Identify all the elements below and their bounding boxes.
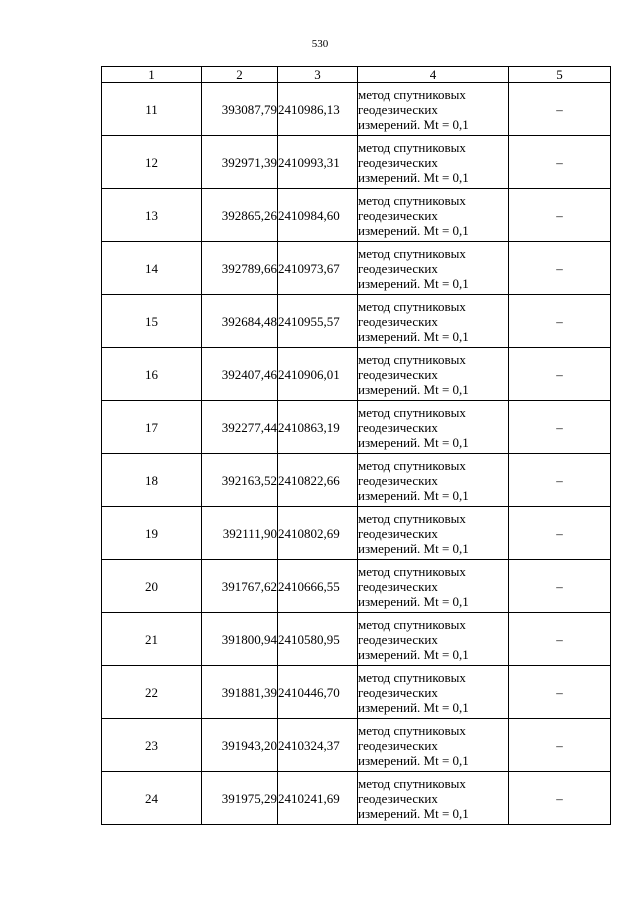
point-number: 23 (102, 719, 202, 772)
y-coordinate: 2410993,31 (278, 136, 358, 189)
method-line-1: метод спутниковых (358, 298, 466, 314)
y-coordinate: 2410984,60 (278, 189, 358, 242)
table-body (102, 83, 611, 825)
point-number: 13 (102, 189, 202, 242)
x-coordinate: 391943,20 (202, 719, 278, 772)
note-dash: – (509, 295, 611, 348)
table-row (102, 719, 611, 772)
note-dash: – (509, 454, 611, 507)
x-coordinate: 392111,90 (202, 507, 278, 560)
method-line-3: измерений. Mt = 0,1 (358, 487, 469, 503)
method-line-2: геодезических (358, 260, 438, 276)
y-coordinate: 2410906,01 (278, 348, 358, 401)
y-coordinate: 2410955,57 (278, 295, 358, 348)
point-number: 24 (102, 772, 202, 825)
x-coordinate: 392163,52 (202, 454, 278, 507)
header-cell-4: 4 (358, 67, 509, 83)
note-dash: – (509, 242, 611, 295)
point-number: 17 (102, 401, 202, 454)
note-dash: – (509, 507, 611, 560)
table-row (102, 401, 611, 454)
y-coordinate: 2410241,69 (278, 772, 358, 825)
y-coordinate: 2410986,13 (278, 83, 358, 136)
point-number: 21 (102, 613, 202, 666)
method-line-2: геодезических (358, 684, 438, 700)
method-line-3: измерений. Mt = 0,1 (358, 169, 469, 185)
method-line-3: измерений. Mt = 0,1 (358, 381, 469, 397)
method-line-3: измерений. Mt = 0,1 (358, 275, 469, 291)
method-line-2: геодезических (358, 472, 438, 488)
point-number: 22 (102, 666, 202, 719)
table-row (102, 613, 611, 666)
point-number: 15 (102, 295, 202, 348)
y-coordinate: 2410802,69 (278, 507, 358, 560)
method-line-2: геодезических (358, 525, 438, 541)
method-line-2: геодезических (358, 737, 438, 753)
x-coordinate: 391767,62 (202, 560, 278, 613)
header-cell-1: 1 (102, 67, 202, 83)
point-number: 12 (102, 136, 202, 189)
method-line-2: геодезических (358, 207, 438, 223)
method-description (358, 242, 509, 295)
coordinates-table (101, 66, 611, 825)
x-coordinate: 392865,26 (202, 189, 278, 242)
method-line-3: измерений. Mt = 0,1 (358, 540, 469, 556)
method-line-2: геодезических (358, 578, 438, 594)
method-description (358, 83, 509, 136)
method-description (358, 454, 509, 507)
header-cell-5: 5 (509, 67, 611, 83)
point-number: 16 (102, 348, 202, 401)
point-number: 11 (102, 83, 202, 136)
y-coordinate: 2410863,19 (278, 401, 358, 454)
method-description (358, 348, 509, 401)
point-number: 19 (102, 507, 202, 560)
method-line-3: измерений. Mt = 0,1 (358, 805, 469, 821)
table-row (102, 189, 611, 242)
method-line-3: измерений. Mt = 0,1 (358, 434, 469, 450)
x-coordinate: 392277,44 (202, 401, 278, 454)
table-row (102, 772, 611, 825)
x-coordinate: 391800,94 (202, 613, 278, 666)
method-line-1: метод спутниковых (358, 192, 466, 208)
method-description (358, 666, 509, 719)
method-description (358, 560, 509, 613)
method-line-2: геодезических (358, 419, 438, 435)
note-dash: – (509, 136, 611, 189)
table-row (102, 666, 611, 719)
x-coordinate: 392789,66 (202, 242, 278, 295)
y-coordinate: 2410822,66 (278, 454, 358, 507)
table-row (102, 454, 611, 507)
method-line-1: метод спутниковых (358, 404, 466, 420)
method-line-2: геодезических (358, 631, 438, 647)
table-row (102, 560, 611, 613)
x-coordinate: 392407,46 (202, 348, 278, 401)
method-line-1: метод спутниковых (358, 86, 466, 102)
header-cell-2: 2 (202, 67, 278, 83)
method-line-1: метод спутниковых (358, 457, 466, 473)
table-row (102, 136, 611, 189)
note-dash: – (509, 401, 611, 454)
method-line-3: измерений. Mt = 0,1 (358, 646, 469, 662)
table-row (102, 242, 611, 295)
method-line-1: метод спутниковых (358, 139, 466, 155)
table-row (102, 348, 611, 401)
method-line-3: измерений. Mt = 0,1 (358, 328, 469, 344)
method-line-2: геодезических (358, 366, 438, 382)
note-dash: – (509, 83, 611, 136)
x-coordinate: 392971,39 (202, 136, 278, 189)
method-line-1: метод спутниковых (358, 510, 466, 526)
table-header (102, 67, 611, 83)
header-cell-3: 3 (278, 67, 358, 83)
y-coordinate: 2410324,37 (278, 719, 358, 772)
method-description (358, 719, 509, 772)
y-coordinate: 2410666,55 (278, 560, 358, 613)
header-row (102, 67, 611, 83)
method-line-1: метод спутниковых (358, 775, 466, 791)
page-number: 530 (311, 38, 329, 50)
note-dash: – (509, 772, 611, 825)
method-description (358, 189, 509, 242)
method-line-2: геодезических (358, 101, 438, 117)
method-line-1: метод спутниковых (358, 351, 466, 367)
method-description (358, 401, 509, 454)
table-row (102, 83, 611, 136)
method-description (358, 136, 509, 189)
note-dash: – (509, 719, 611, 772)
note-dash: – (509, 348, 611, 401)
method-line-1: метод спутниковых (358, 722, 466, 738)
x-coordinate: 391975,29 (202, 772, 278, 825)
method-description (358, 613, 509, 666)
method-line-1: метод спутниковых (358, 563, 466, 579)
table-row (102, 295, 611, 348)
x-coordinate: 391881,39 (202, 666, 278, 719)
method-line-2: геодезических (358, 790, 438, 806)
method-line-3: измерений. Mt = 0,1 (358, 222, 469, 238)
x-coordinate: 392684,48 (202, 295, 278, 348)
method-line-2: геодезических (358, 313, 438, 329)
method-description (358, 507, 509, 560)
y-coordinate: 2410973,67 (278, 242, 358, 295)
method-line-1: метод спутниковых (358, 245, 466, 261)
method-description (358, 295, 509, 348)
point-number: 18 (102, 454, 202, 507)
note-dash: – (509, 666, 611, 719)
method-line-3: измерений. Mt = 0,1 (358, 116, 469, 132)
method-line-1: метод спутниковых (358, 616, 466, 632)
note-dash: – (509, 560, 611, 613)
x-coordinate: 393087,79 (202, 83, 278, 136)
method-line-2: геодезических (358, 154, 438, 170)
note-dash: – (509, 189, 611, 242)
method-line-1: метод спутниковых (358, 669, 466, 685)
point-number: 20 (102, 560, 202, 613)
method-line-3: измерений. Mt = 0,1 (358, 752, 469, 768)
y-coordinate: 2410580,95 (278, 613, 358, 666)
method-line-3: измерений. Mt = 0,1 (358, 699, 469, 715)
point-number: 14 (102, 242, 202, 295)
y-coordinate: 2410446,70 (278, 666, 358, 719)
table-row (102, 507, 611, 560)
note-dash: – (509, 613, 611, 666)
method-description (358, 772, 509, 825)
method-line-3: измерений. Mt = 0,1 (358, 593, 469, 609)
